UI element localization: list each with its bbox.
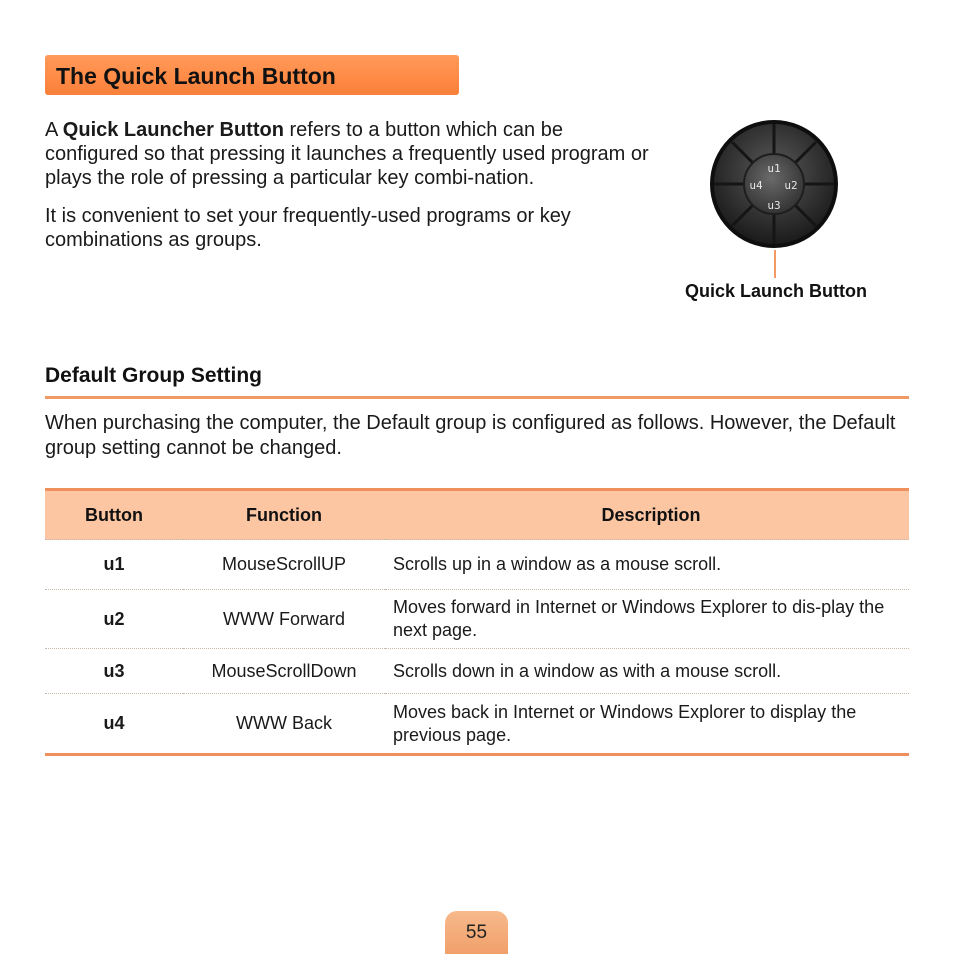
quick-launch-button-figure [668,118,888,308]
table-row [45,694,909,755]
intro-text [45,118,655,266]
knob-label-u2: u2 [784,179,798,192]
section-title: The Quick Launch Button [56,63,336,89]
table-row [45,590,909,649]
quick-launch-knob-illustration [708,118,844,278]
knob-label-u3: u3 [767,199,781,212]
intro-paragraph-2: It is convenient to set your frequently-used programs or key combinations as groups. [45,205,571,251]
cell-function: WWW Back [183,694,385,755]
term-quick-launcher-button: Quick Launcher Button [62,119,284,141]
default-group-heading: Default Group Setting [45,364,909,399]
knob-label-u1: u1 [767,162,781,175]
cell-description: Scrolls up in a window as a mouse scroll. [385,540,909,590]
section-title-banner [45,55,459,95]
column-header-description: Description [385,490,909,540]
intro-paragraph-1: A Quick Launcher Button refers to a button which can be configured so that pressing it launches a frequently used program or plays the role of pressing a particular key combi-nation. [45,119,649,189]
cell-button: u3 [45,649,183,694]
cell-function: MouseScrollDown [183,649,385,694]
cell-description: Moves back in Internet or Windows Explorer to display the previous page. [385,694,909,755]
cell-button: u1 [45,540,183,590]
page-number-tab: 55 [445,911,508,954]
default-group-table [45,488,909,756]
table-row [45,649,909,694]
cell-function: WWW Forward [183,590,385,649]
table-header-row [45,490,909,540]
default-group-description: When purchasing the computer, the Default group is configured as follows. However, the Default group setting cannot be changed. [45,412,896,459]
cell-button: u4 [45,694,183,755]
figure-caption: Quick Launch Button [685,281,867,301]
column-header-function: Function [183,490,385,540]
cell-description: Moves forward in Internet or Windows Explorer to dis-play the next page. [385,590,909,649]
cell-function: MouseScrollUP [183,540,385,590]
cell-description: Scrolls down in a window as with a mouse scroll. [385,649,909,694]
column-header-button: Button [45,490,183,540]
cell-button: u2 [45,590,183,649]
knob-label-u4: u4 [749,179,763,192]
table-row [45,540,909,590]
